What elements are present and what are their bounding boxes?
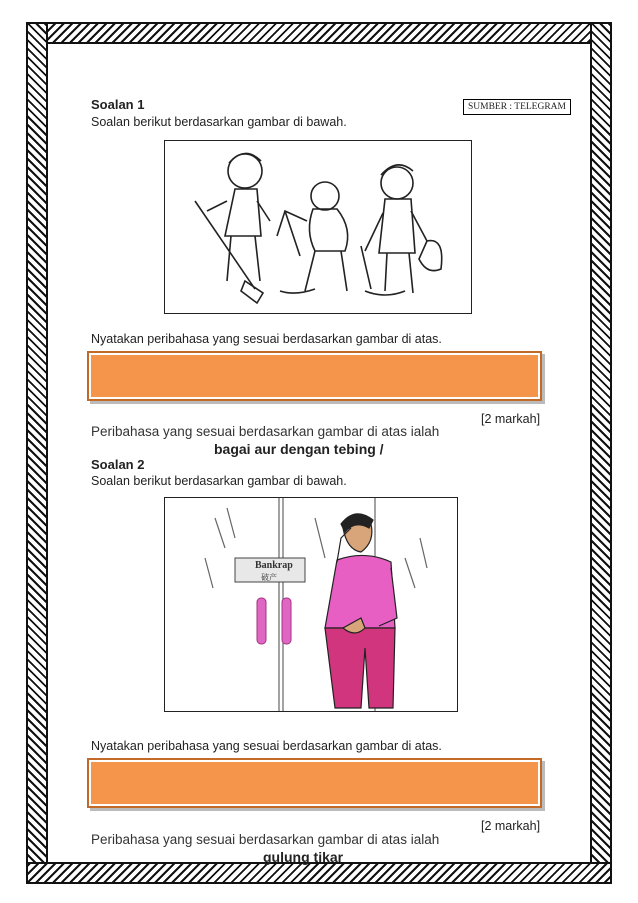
children-cleaning-drawing bbox=[165, 141, 471, 313]
q2-illustration bbox=[164, 497, 458, 712]
q2-instruction: Soalan berikut berdasarkan gambar di bawah. bbox=[91, 474, 347, 488]
q1-answer: bagai aur dengan tebing / bbox=[214, 441, 384, 457]
bankrupt-sign-text: Bankrap bbox=[255, 560, 293, 571]
q1-marks: [2 markah] bbox=[481, 412, 541, 426]
q1-instruction: Soalan berikut berdasarkan gambar di bawah. bbox=[91, 115, 347, 129]
source-label: SUMBER : TELEGRAM bbox=[463, 99, 571, 115]
q2-marks: [2 markah] bbox=[481, 819, 541, 833]
q2-question: Nyatakan peribahasa yang sesuai berdasarkan gambar di atas. bbox=[91, 739, 442, 753]
q1-illustration bbox=[164, 140, 472, 314]
bankrupt-man-drawing bbox=[165, 498, 457, 711]
q2-answer: gulung tikar bbox=[263, 849, 344, 865]
q1-statement: Peribahasa yang sesuai berdasarkan gambar di atas ialah bbox=[91, 424, 440, 439]
q2-statement: Peribahasa yang sesuai berdasarkan gambar di atas ialah bbox=[91, 832, 440, 847]
q1-answer-box[interactable] bbox=[87, 351, 542, 401]
q2-title: Soalan 2 bbox=[91, 457, 145, 472]
q1-question: Nyatakan peribahasa yang sesuai berdasarkan gambar di atas. bbox=[91, 332, 442, 346]
q2-answer-box[interactable] bbox=[87, 758, 542, 808]
page-border-top bbox=[26, 22, 612, 44]
page-border-bottom bbox=[26, 862, 612, 884]
page-border-right bbox=[590, 22, 612, 884]
page-border-left bbox=[26, 22, 48, 884]
q1-title: Soalan 1 bbox=[91, 97, 145, 112]
bankrupt-sign-subtext: 破产 bbox=[261, 573, 277, 582]
